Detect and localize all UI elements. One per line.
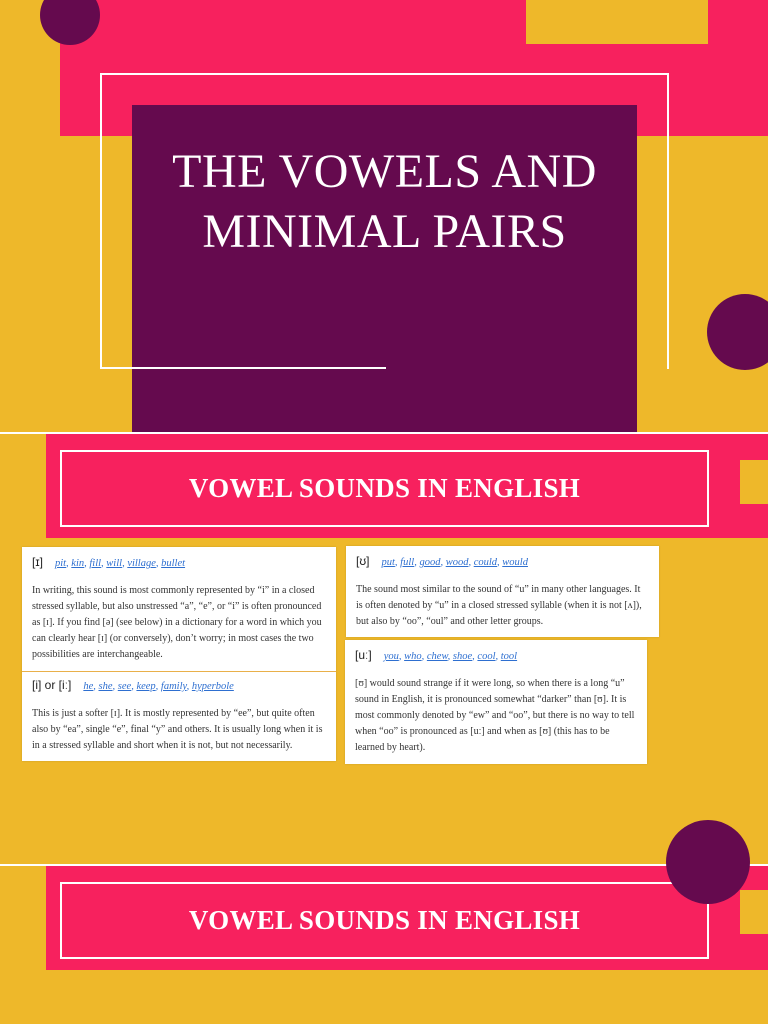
example-word-link[interactable]: will xyxy=(106,558,123,569)
example-word-link[interactable]: keep xyxy=(136,681,156,692)
ipa-symbol: [uː] xyxy=(355,648,372,662)
header-tab xyxy=(740,890,768,934)
example-word-link[interactable]: bullet xyxy=(161,558,186,569)
example-words: put, full, good, wood, could, would xyxy=(381,557,528,568)
example-words: he, she, see, keep, family, hyperbole xyxy=(83,681,234,692)
example-word-link[interactable]: shoe xyxy=(452,651,473,662)
decor-circle xyxy=(707,294,768,370)
example-word-link[interactable]: would xyxy=(502,557,528,568)
example-word-link[interactable]: she xyxy=(98,681,113,692)
header-box xyxy=(60,450,709,527)
example-word-link[interactable]: pit xyxy=(54,558,67,569)
vowel-sounds-slide-2 xyxy=(0,866,768,1024)
decor-circle xyxy=(666,820,750,904)
example-words: you, who, chew, shoe, cool, tool xyxy=(383,651,518,662)
vowel-description: The sound most similar to the sound of “u” in many other languages. It is often denoted by “u” in a closed stressed syllable (when it is not [ʌ]), but also by “oo”, “oul” and other letter groups. xyxy=(356,584,642,627)
vowel-sounds-slide xyxy=(0,434,768,864)
example-word-link[interactable]: wood xyxy=(445,557,469,568)
example-word-link[interactable]: tool xyxy=(500,651,518,662)
example-word-link[interactable]: full xyxy=(400,557,415,568)
example-word-link[interactable]: kin xyxy=(71,558,85,569)
example-word-link[interactable]: family xyxy=(160,681,187,692)
vowel-description: In writing, this sound is most commonly represented by “i” in a closed stressed syllable, but also unstressed “a”, “e”, or “i” is often pronounced as [ɪ]. If you find [ə] (see below) in a dictionary for a word in which you can clearly hear [ɪ] (or conversely), don’t worry; in most cases the two possibilities are interchangeable. xyxy=(32,585,322,660)
header-tab xyxy=(740,460,768,504)
example-word-link[interactable]: cool xyxy=(477,651,496,662)
example-word-link[interactable]: chew xyxy=(426,651,448,662)
example-word-link[interactable]: village xyxy=(127,558,156,569)
title-frame-underline xyxy=(100,367,386,369)
section-heading: VOWEL SOUNDS IN ENGLISH xyxy=(188,473,581,503)
example-word-link[interactable]: hyperbole xyxy=(191,681,234,692)
example-word-link[interactable]: he xyxy=(83,681,94,692)
ipa-symbol: [ʊ] xyxy=(356,554,370,568)
section-heading: VOWEL SOUNDS IN ENGLISH xyxy=(188,905,581,935)
example-word-link[interactable]: you xyxy=(383,651,399,662)
slide-title: THE VOWELS AND MINIMAL PAIRS xyxy=(172,145,597,258)
example-word-link[interactable]: who xyxy=(404,651,422,662)
example-words: pit, kin, fill, will, village, bullet xyxy=(54,558,186,569)
yellow-tab xyxy=(526,0,708,44)
vowel-card xyxy=(346,546,659,637)
ipa-symbol: [ɪ] xyxy=(32,555,43,569)
vowel-card-left xyxy=(22,547,336,761)
example-word-link[interactable]: good xyxy=(419,557,441,568)
example-word-link[interactable]: fill xyxy=(89,558,102,569)
example-word-link[interactable]: see xyxy=(117,681,132,692)
vowel-description: [ʊ] would sound strange if it were long, so when there is a long “u” sound in English, it is pronounced somewhat “darker” than [ʊ]. It is most commonly denoted by “ew” and “oo”, but there is no way to tell when “oo” is pronounced as [uː] and when as [ʊ] (this has to be learned by heart). xyxy=(355,678,635,753)
vowel-description: This is just a softer [ɪ]. It is mostly represented by “ee”, but quite often also by “ea”, single “e”, final “y” and others. It is usually long when it is in a stressed syllable and short when it is not, but not necessarily. xyxy=(32,708,323,751)
example-word-link[interactable]: put xyxy=(381,557,395,568)
vowel-card xyxy=(345,640,647,764)
header-box xyxy=(60,882,709,959)
title-slide xyxy=(0,0,768,432)
example-word-link[interactable]: could xyxy=(473,557,498,568)
ipa-symbol: [i] or [iː] xyxy=(32,678,72,692)
